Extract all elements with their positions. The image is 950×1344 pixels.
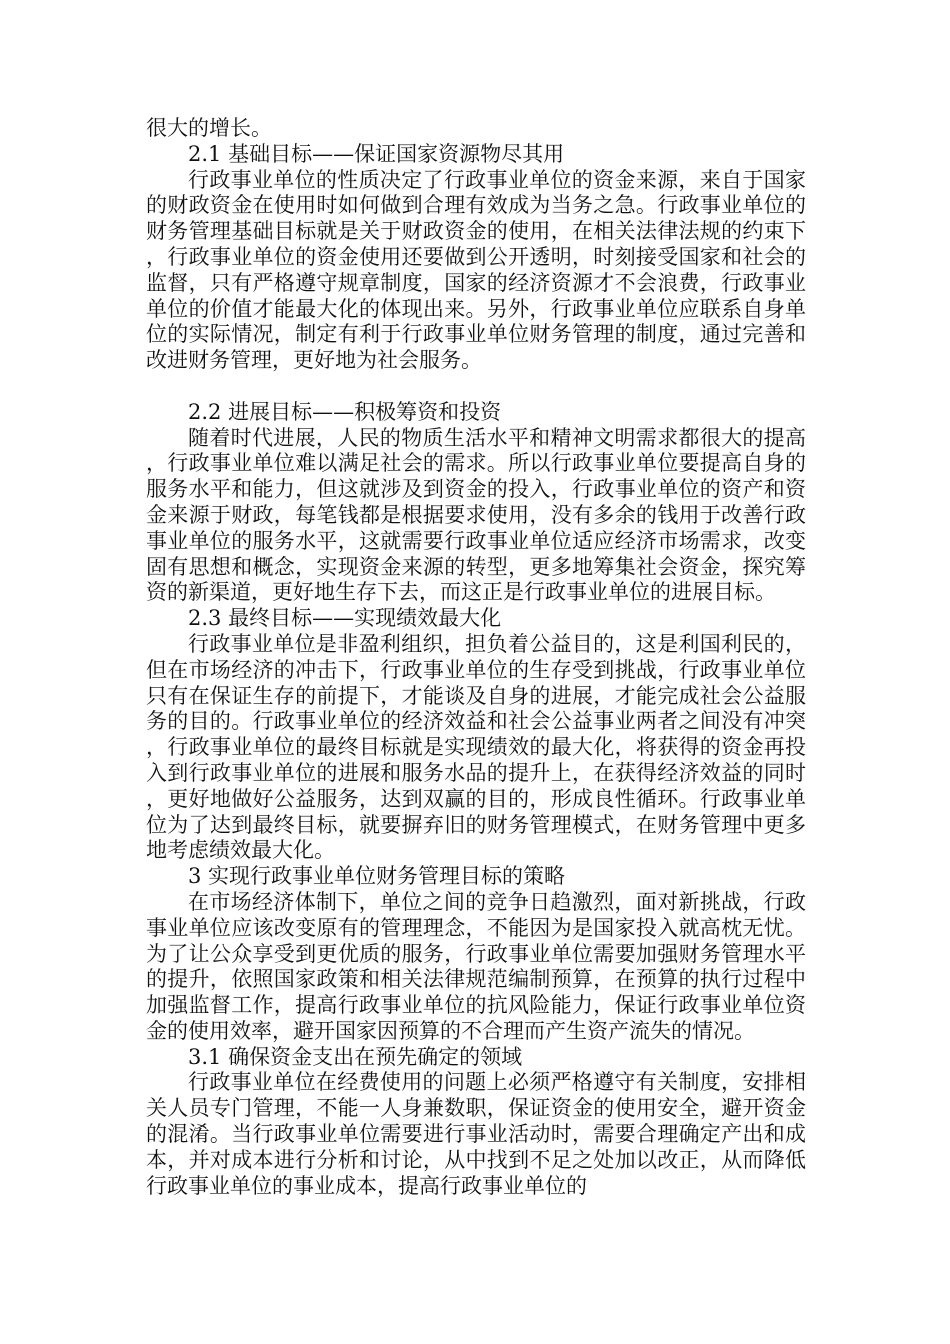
section-heading-3-1: 3.1 确保资金支出在预先确定的领域 bbox=[188, 1044, 523, 1069]
document-page bbox=[146, 116, 806, 1199]
paragraph-3-1: 行政事业单位在经费使用的问题上必须严格遵守有关制度，安排相关人员专门管理，不能一人身兼数职，保证资金的使用安全，避开资金的混淆。当行政事业单位需要进行事业活动时，需要合理确定产出和成本，并对成本进行分析和讨论，从中找到不足之处加以改正，从而降低行政事业单位的事业成本，提高行政事业单位的 bbox=[146, 1070, 806, 1198]
paragraph-2-1: 行政事业单位的性质决定了行政事业单位的资金来源，来自于国家的财政资金在使用时如何做到合理有效成为当务之急。行政事业单位的财务管理基础目标就是关于财政资金的使用，在相关法律法规的约束下，行政事业单位的资金使用还要做到公开透明，时刻接受国家和社会的监督，只有严格遵守规章制度，国家的经济资源才不会浪费，行政事业单位的价值才能最大化的体现出来。另外，行政事业单位应联系自身单位的实际情况，制定有利于行政事业单位财务管理的制度，通过完善和改进财务管理，更好地为社会服务。 bbox=[146, 167, 806, 373]
paragraph-continuation: 很大的增长。 bbox=[146, 116, 272, 140]
section-heading-2-1: 2.1 基础目标——保证国家资源物尽其用 bbox=[188, 141, 565, 166]
section-heading-3: 3 实现行政事业单位财务管理目标的策略 bbox=[188, 864, 566, 889]
section-heading-2-3: 2.3 最终目标——实现绩效最大化 bbox=[188, 606, 502, 631]
paragraph-2-3: 行政事业单位是非盈利组织，担负着公益目的，这是利国利民的，但在市场经济的冲击下，行政事业单位的生存受到挑战，行政事业单位只有在保证生存的前提下，才能谈及自身的进展，才能完成社会公益服务的目的。行政事业单位的经济效益和社会公益事业两者之间没有冲突，行政事业单位的最终目标就是实现绩效的最大化，将获得的资金再投入到行政事业单位的进展和服务水品的提升上，在获得经济效益的同时，更好地做好公益服务，达到双赢的目的，形成良性循环。行政事业单位为了达到最终目标，就要摒弃旧的财务管理模式，在财务管理中更多地考虑绩效最大化。 bbox=[146, 631, 806, 863]
paragraph-spacer bbox=[146, 374, 806, 400]
paragraph-2-2: 随着时代进展，人民的物质生活水平和精神文明需求都很大的提高，行政事业单位难以满足社会的需求。所以行政事业单位要提高自身的服务水平和能力，但这就涉及到资金的投入，行政事业单位的资产和资金来源于财政，每笔钱都是根据要求使用，没有多余的钱用于改善行政事业单位的服务水平，这就需要行政事业单位适应经济市场需求，改变固有思想和概念，实现资金来源的转型，更多地筹集社会资金，探究筹资的新渠道，更好地生存下去，而这正是行政事业单位的进展目标。 bbox=[146, 425, 806, 605]
section-heading-2-2: 2.2 进展目标——积极筹资和投资 bbox=[188, 399, 502, 424]
paragraph-3: 在市场经济体制下，单位之间的竞争日趋激烈，面对新挑战，行政事业单位应该改变原有的管理理念，不能因为是国家投入就高枕无忧。为了让公众享受到更优质的服务，行政事业单位需要加强财务管理水平的提升，依照国家政策和相关法律规范编制预算，在预算的执行过程中加强监督工作，提高行政事业单位的抗风险能力，保证行政事业单位资金的使用效率，避开国家因预算的不合理而产生资产流失的情况。 bbox=[146, 889, 806, 1043]
